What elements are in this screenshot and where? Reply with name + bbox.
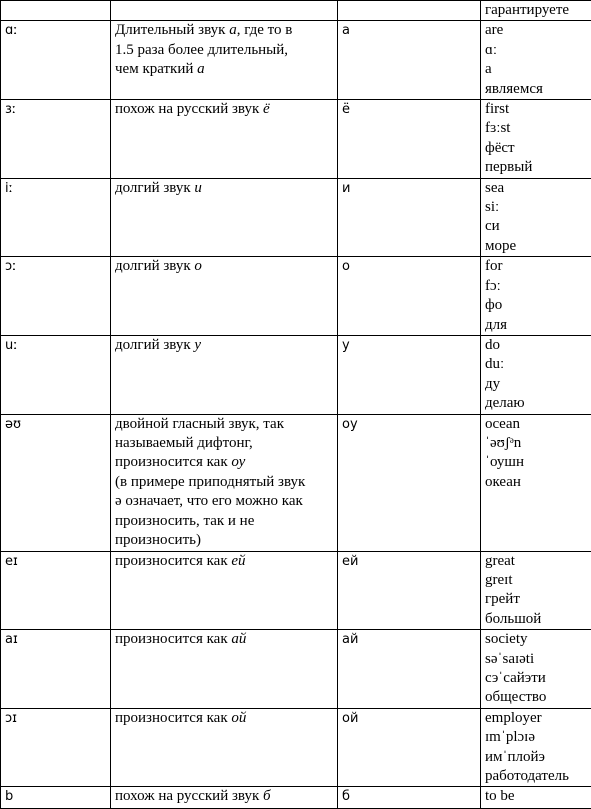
example-line: society	[485, 630, 587, 649]
ipa-symbol: ɑː	[5, 21, 106, 40]
example-line: работодатель	[485, 767, 587, 786]
example-line: а	[485, 60, 587, 79]
description-line	[115, 434, 333, 453]
description-text: долгий звук	[115, 258, 194, 274]
russian-sound: б	[342, 787, 476, 806]
description-line	[115, 787, 333, 806]
example-line: sea	[485, 179, 587, 198]
description-line	[115, 336, 333, 355]
ipa-symbol-cell	[1, 100, 111, 179]
description-text: произносить)	[115, 532, 201, 548]
example-line: общество	[485, 688, 587, 707]
example-cell	[481, 21, 591, 100]
example-line: большой	[485, 610, 587, 629]
example-line: for	[485, 257, 587, 276]
description-line	[115, 492, 333, 511]
example-cell	[481, 630, 591, 709]
table-row	[1, 551, 591, 630]
description-italic-letter: и	[194, 180, 202, 196]
description-text: (в примере приподнятый звук	[115, 474, 305, 490]
description-cell	[111, 1, 338, 21]
russian-sound: о	[342, 257, 476, 276]
russian-sound: у	[342, 336, 476, 355]
example-line: duː	[485, 355, 587, 374]
description-cell	[111, 414, 338, 551]
example-cell	[481, 708, 591, 787]
description-italic-letter: ей	[231, 553, 245, 569]
table-row	[1, 257, 591, 336]
ipa-symbol-cell	[1, 551, 111, 630]
table-row	[1, 1, 591, 21]
table-row	[1, 708, 591, 787]
description-text: долгий звук	[115, 337, 194, 353]
example-cell	[481, 100, 591, 179]
description-line	[115, 60, 333, 79]
russian-sound-cell	[338, 21, 481, 100]
ipa-symbol-cell	[1, 708, 111, 787]
description-line	[115, 552, 333, 571]
ipa-symbol-cell	[1, 1, 111, 21]
description-text: двойной гласный звук, так	[115, 416, 284, 432]
description-line	[115, 630, 333, 649]
example-cell	[481, 335, 591, 414]
russian-sound-cell	[338, 100, 481, 179]
ipa-symbol: uː	[5, 336, 106, 355]
example-line: сэˈсайэти	[485, 669, 587, 688]
description-cell	[111, 630, 338, 709]
russian-sound: ё	[342, 100, 476, 119]
table-row	[1, 21, 591, 100]
description-text: , где то в	[237, 22, 293, 38]
description-italic-letter: ай	[231, 631, 246, 647]
example-line: фёст	[485, 139, 587, 158]
russian-sound-cell	[338, 335, 481, 414]
russian-sound-cell	[338, 414, 481, 551]
russian-sound-cell	[338, 787, 481, 809]
description-line	[115, 100, 333, 119]
example-cell	[481, 1, 591, 21]
example-line: первый	[485, 158, 587, 177]
ipa-symbol: ɔː	[5, 257, 106, 276]
ipa-symbol-cell	[1, 21, 111, 100]
example-line: ɪmˈplɔɪə	[485, 728, 587, 747]
russian-sound: ай	[342, 630, 476, 649]
russian-sound: ой	[342, 709, 476, 728]
example-line: имˈплойэ	[485, 748, 587, 767]
description-italic-letter: а	[197, 61, 205, 77]
example-line: для	[485, 316, 587, 335]
description-cell	[111, 787, 338, 809]
ipa-symbol-cell	[1, 630, 111, 709]
russian-sound: а	[342, 21, 476, 40]
description-line	[115, 531, 333, 550]
table-row	[1, 178, 591, 257]
description-text: чем краткий	[115, 61, 197, 77]
description-line	[115, 473, 333, 492]
description-text: произносится как	[115, 553, 231, 569]
ipa-symbol: ɜː	[5, 100, 106, 119]
example-line: океан	[485, 473, 587, 492]
table-row	[1, 414, 591, 551]
description-italic-letter: о	[194, 258, 202, 274]
description-text: произносится как	[115, 454, 231, 470]
table-row	[1, 335, 591, 414]
ipa-symbol-cell	[1, 257, 111, 336]
example-line: грейт	[485, 590, 587, 609]
example-line: делаю	[485, 394, 587, 413]
example-line: фо	[485, 296, 587, 315]
example-line: do	[485, 336, 587, 355]
description-cell	[111, 178, 338, 257]
description-cell	[111, 100, 338, 179]
example-cell	[481, 178, 591, 257]
ipa-symbol-cell	[1, 335, 111, 414]
example-line: greɪt	[485, 571, 587, 590]
russian-sound-cell	[338, 178, 481, 257]
description-line	[115, 709, 333, 728]
example-line: employer	[485, 709, 587, 728]
example-line: first	[485, 100, 587, 119]
description-text: произносить, так и не	[115, 513, 254, 529]
description-line	[115, 41, 333, 60]
example-cell	[481, 787, 591, 809]
russian-sound-cell	[338, 708, 481, 787]
description-cell	[111, 21, 338, 100]
table-row	[1, 100, 591, 179]
russian-sound: оу	[342, 415, 476, 434]
russian-sound-cell	[338, 257, 481, 336]
ipa-symbol-cell	[1, 787, 111, 809]
example-line: ˈəʊʃᵊn	[485, 434, 587, 453]
description-text: Длительный звук	[115, 22, 229, 38]
description-cell	[111, 335, 338, 414]
description-text: называемый дифтонг,	[115, 435, 253, 451]
example-line: fɔː	[485, 277, 587, 296]
description-line	[115, 453, 333, 472]
example-line: fɜːst	[485, 119, 587, 138]
description-line	[115, 257, 333, 276]
ipa-symbol: əʊ	[5, 415, 106, 434]
description-text: похож на русский звук	[115, 101, 263, 117]
ipa-symbol: ɔɪ	[5, 709, 106, 728]
russian-sound: и	[342, 179, 476, 198]
description-text: ə означает, что его можно как	[115, 493, 303, 509]
description-line	[115, 179, 333, 198]
description-text: 1.5 раза более длительный,	[115, 42, 288, 58]
description-text: произносится как	[115, 710, 231, 726]
russian-sound-cell	[338, 630, 481, 709]
example-line: are	[485, 21, 587, 40]
example-line: ocean	[485, 415, 587, 434]
example-line: great	[485, 552, 587, 571]
russian-sound-cell	[338, 1, 481, 21]
example-line: ˈоушн	[485, 453, 587, 472]
example-line: ду	[485, 375, 587, 394]
example-line: си	[485, 217, 587, 236]
description-text: похож на русский звук	[115, 788, 263, 804]
ipa-symbol: b	[5, 787, 106, 806]
description-italic-letter: б	[263, 788, 271, 804]
table-row	[1, 787, 591, 809]
example-line: səˈsaɪəti	[485, 650, 587, 669]
description-line	[115, 415, 333, 434]
example-line: гарантируете	[485, 1, 587, 20]
table-row	[1, 630, 591, 709]
example-line: siː	[485, 198, 587, 217]
ipa-symbol: eɪ	[5, 552, 106, 571]
description-line	[115, 21, 333, 40]
russian-sound-cell	[338, 551, 481, 630]
ipa-symbol: iː	[5, 179, 106, 198]
description-cell	[111, 257, 338, 336]
description-cell	[111, 551, 338, 630]
example-cell	[481, 414, 591, 551]
description-cell	[111, 708, 338, 787]
example-line: to be	[485, 787, 587, 806]
example-line: ɑː	[485, 41, 587, 60]
ipa-symbol: aɪ	[5, 630, 106, 649]
example-cell	[481, 257, 591, 336]
phonetics-table-body	[1, 1, 591, 809]
description-italic-letter: а	[229, 22, 237, 38]
description-italic-letter: оу	[231, 454, 245, 470]
description-italic-letter: ё	[263, 101, 270, 117]
ipa-symbol-cell	[1, 414, 111, 551]
description-italic-letter: у	[194, 337, 201, 353]
description-text: произносится как	[115, 631, 231, 647]
description-italic-letter: ой	[231, 710, 246, 726]
description-line	[115, 512, 333, 531]
description-text: долгий звук	[115, 180, 194, 196]
russian-sound: ей	[342, 552, 476, 571]
example-line: море	[485, 237, 587, 256]
ipa-symbol-cell	[1, 178, 111, 257]
example-cell	[481, 551, 591, 630]
example-line: являемся	[485, 80, 587, 99]
